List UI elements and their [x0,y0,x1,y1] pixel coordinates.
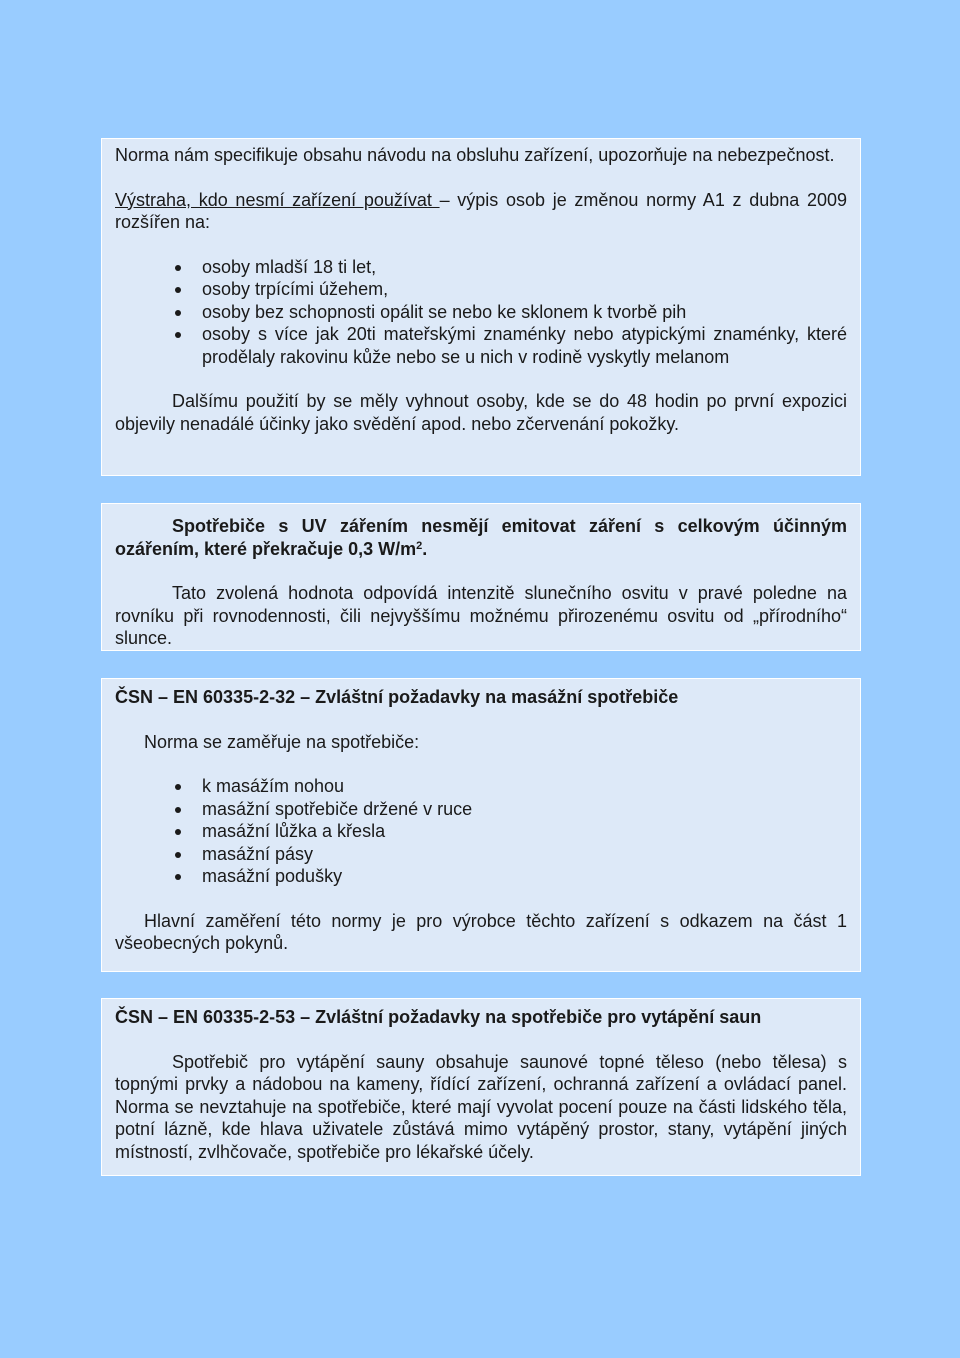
section-heading: ČSN – EN 60335-2-32 – Zvláštní požadavky na masážní spotřebiče [115,687,679,707]
massage-standard-section [101,678,861,972]
list-item: masážní lůžka a křesla [202,820,847,843]
sauna-paragraph: Spotřebič pro vytápění sauny obsahuje saunové topné těleso (nebo tělesa) s topnými prvky a nádobou na kameny, řídící zařízení, ochranná zařízení a ovládací panel. Norma se nevztahuje na spotřebiče, které mají vyvolat pocení pouze na části lidského těla, potní lázně, kde hlava uživatele zůstává mimo vytápěný prostor, stany, vytápění jiných místností, zvlhčovače, spotřebiče pro lékařské účely. [115,1051,847,1162]
massage-appliances-list [115,775,847,888]
list-item: masážní spotřebiče držené v ruce [202,798,847,821]
warning-text: – výpis osob je změnou normy A1 z dubna 2009 rozšířen na: [115,189,847,232]
superscript: 2 [416,539,423,552]
bullet-icon [175,332,181,338]
sauna-standard-section [101,998,861,1176]
warning-paragraph [115,189,847,234]
closing-paragraph: Dalšímu použití by se měly vyhnout osoby, kde se do 48 hodin po první expozici objevily nenadálé účinky jako svědění apod. nebo zčervenání pokožky. [115,391,847,434]
list-item: k masážím nohou [202,775,847,798]
list-item: osoby bez schopnosti opálit se nebo ke sklonem k tvorbě pih [202,301,847,324]
list-item: osoby s více jak 20ti mateřskými znaménky nebo atypickými znaménky, které prodělaly rakovinu kůže nebo se u nich v rodině vyskytly melanom [202,323,847,368]
list-item: osoby mladší 18 ti let, [202,256,847,279]
uv-limit-statement: Spotřebiče s UV zářením nesmějí emitovat záření s celkovým účinným ozářením, které překračuje 0,3 $W/m^2$. [115,516,847,559]
list-item: osoby trpícími úžehem, [202,278,847,301]
uv-limit-section [101,503,861,651]
lead-paragraph: Norma se zaměřuje na spotřebiče: [144,731,420,752]
bullet-icon [175,829,181,835]
bullet-icon [175,807,181,813]
excluded-persons-list [115,256,847,369]
bullet-icon [175,310,181,316]
closing-paragraph: Hlavní zaměření této normy je pro výrobce těchto zařízení s odkazem na část 1 všeobecných pokynů. [115,910,847,953]
intro-paragraph: Norma nám specifikuje obsahu návodu na obsluhu zařízení, upozorňuje na nebezpečnost. [115,145,835,165]
bullet-icon [175,874,181,880]
uv-limit-explanation: Tato zvolená hodnota odpovídá intenzitě slunečního osvitu v pravé poledne na rovníku při rovnodennosti, čili nejvyššímu možnému přirozenému osvitu od „přírodního“ slunce. [115,583,847,648]
bullet-icon [175,784,181,790]
section-heading: ČSN – EN 60335-2-53 – Zvláštní požadavky na spotřebiče pro vytápění saun [115,1007,762,1027]
list-item: masážní podušky [202,865,847,888]
bullet-icon [175,287,181,293]
uv-warning-section [101,138,861,476]
bullet-icon [175,852,181,858]
bullet-icon [175,265,181,271]
list-item: masážní pásy [202,843,847,866]
warning-label: Výstraha, kdo nesmí zařízení používat [115,189,440,210]
